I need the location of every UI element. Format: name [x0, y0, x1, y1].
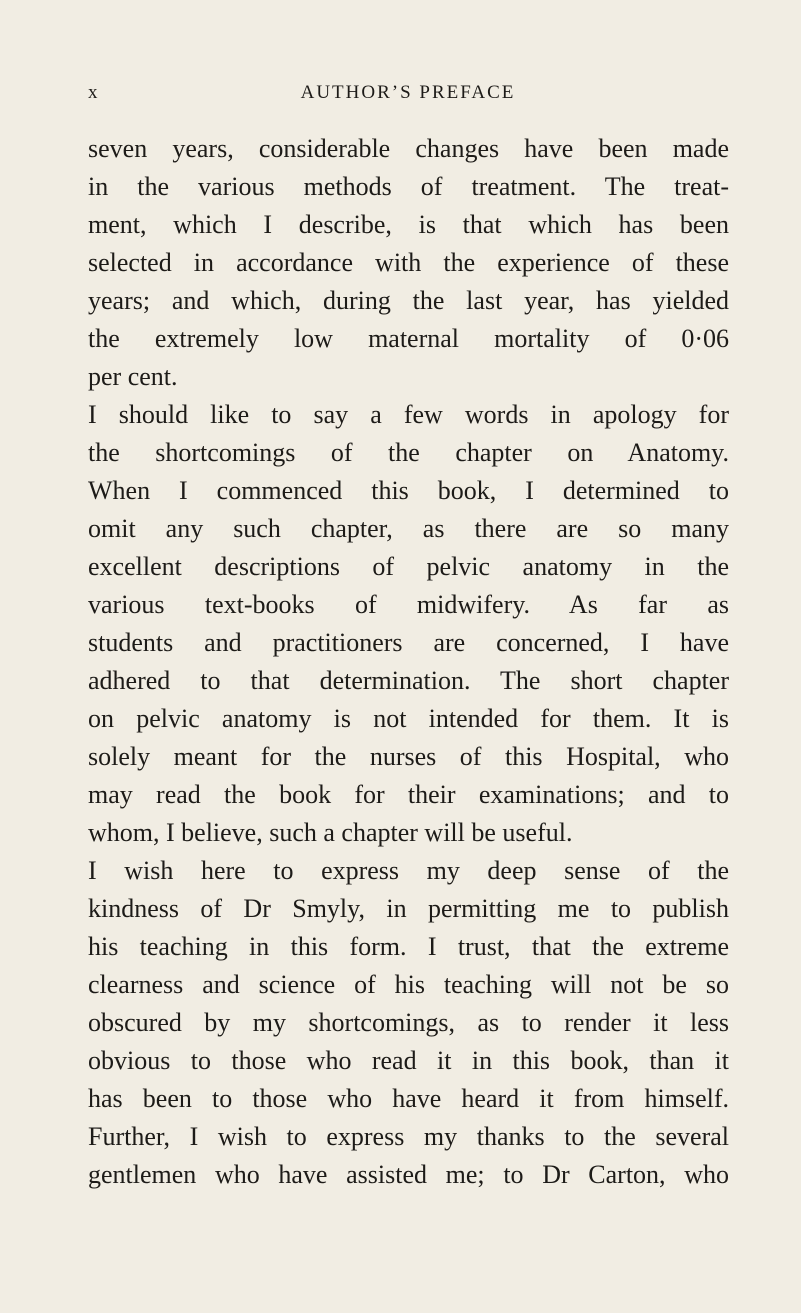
body-text	[88, 130, 729, 1194]
text-line: ment, which I describe, is that which has been	[88, 210, 729, 239]
text-line: has been to those who have heard it from himself.	[88, 1084, 729, 1113]
text-line: adhered to that determination. The short chapter	[88, 666, 729, 695]
text-line: per cent.	[88, 362, 178, 391]
text-line: Further, I wish to express my thanks to the several	[88, 1122, 729, 1151]
text-line: in the various methods of treatment. The treat-	[88, 172, 729, 201]
page-number: x	[88, 82, 100, 103]
text-line: whom, I believe, such a chapter will be useful.	[88, 818, 573, 847]
text-line: clearness and science of his teaching will not be so	[88, 970, 729, 999]
text-line: kindness of Dr Smyly, in permitting me to publish	[88, 894, 729, 923]
text-line: the shortcomings of the chapter on Anatomy.	[88, 438, 729, 467]
text-line: students and practitioners are concerned, I have	[88, 628, 729, 657]
text-line: I should like to say a few words in apology for	[88, 400, 729, 429]
text-line: his teaching in this form. I trust, that the extreme	[88, 932, 729, 961]
text-line: I wish here to express my deep sense of the	[88, 856, 729, 885]
text-line: may read the book for their examinations; and to	[88, 780, 729, 809]
text-line: gentlemen who have assisted me; to Dr Carton, who	[88, 1160, 729, 1189]
running-head	[88, 82, 728, 108]
text-line: excellent descriptions of pelvic anatomy in the	[88, 552, 729, 581]
text-line: omit any such chapter, as there are so many	[88, 514, 729, 543]
text-line: When I commenced this book, I determined to	[88, 476, 729, 505]
text-line: obscured by my shortcomings, as to render it less	[88, 1008, 729, 1037]
text-line: seven years, considerable changes have been made	[88, 134, 729, 163]
text-line: on pelvic anatomy is not intended for them. It is	[88, 704, 729, 733]
text-line: obvious to those who read it in this book, than it	[88, 1046, 729, 1075]
text-line: selected in accordance with the experience of these	[88, 248, 729, 277]
text-line: the extremely low maternal mortality of 0·06	[88, 324, 729, 353]
running-title: AUTHOR’S PREFACE	[300, 82, 516, 103]
text-line: solely meant for the nurses of this Hospital, who	[88, 742, 729, 771]
text-line: years; and which, during the last year, has yielded	[88, 286, 729, 315]
text-line: various text-books of midwifery. As far as	[88, 590, 729, 619]
